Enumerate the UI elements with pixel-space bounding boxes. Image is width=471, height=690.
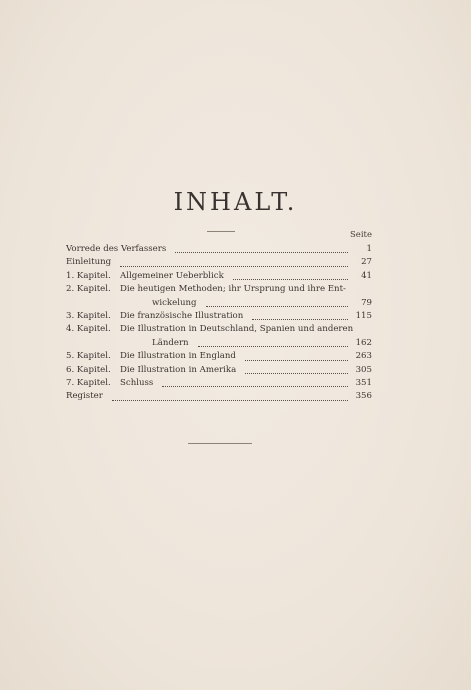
dot-leader — [162, 386, 348, 387]
page-number: 1 — [366, 244, 372, 254]
entry-title: Die Illustration in Deutschland, Spanien und anderen — [120, 324, 354, 335]
page-column-header: Seite — [349, 230, 372, 240]
toc-entry — [66, 310, 372, 323]
entry-title: Register — [66, 391, 103, 402]
page-number: 115 — [355, 310, 372, 321]
entry-title: Schluss — [120, 377, 154, 388]
page-title: INHALT. — [173, 188, 298, 216]
toc-entry — [66, 243, 372, 256]
entry-title: Die Illustration in England — [120, 351, 236, 362]
entry-title: Einleitung — [66, 257, 112, 268]
page-number: 305 — [355, 364, 372, 375]
entry-title: Die heutigen Methoden; ihr Ursprung und ihre Ent- — [120, 284, 346, 295]
toc-entry — [66, 364, 372, 377]
toc-entry — [66, 283, 372, 296]
dot-leader — [198, 346, 348, 347]
page-number: 263 — [355, 351, 372, 362]
entry-title: Vorrede des Verfassers — [66, 244, 167, 254]
toc-entry — [66, 377, 372, 390]
chapter-number: 7. Kapitel. — [66, 377, 111, 388]
toc-entry — [66, 350, 372, 363]
page-number: 41 — [361, 270, 372, 281]
dot-leader — [233, 279, 348, 280]
page-number: 162 — [355, 337, 372, 348]
toc-entry — [66, 390, 372, 403]
toc-entry — [66, 337, 372, 350]
page-number: 27 — [361, 257, 372, 268]
entry-title: Die Illustration in Amerika — [120, 364, 237, 375]
chapter-number: 5. Kapitel. — [66, 351, 111, 362]
page-number: 351 — [355, 377, 372, 388]
table-of-contents — [66, 243, 372, 404]
dot-leader — [206, 306, 348, 307]
dot-leader — [175, 252, 348, 253]
page-number: 356 — [355, 391, 372, 402]
toc-entry — [66, 297, 372, 310]
entry-title: Allgemeiner Ueberblick — [120, 270, 224, 281]
dot-leader — [245, 360, 348, 361]
title-rule — [207, 231, 235, 232]
dot-leader — [245, 373, 348, 374]
chapter-number: 1. Kapitel. — [66, 270, 111, 281]
dot-leader — [112, 400, 348, 401]
entry-title: Die französische Illustration — [120, 310, 244, 321]
closing-rule — [188, 443, 252, 444]
chapter-number: 6. Kapitel. — [66, 364, 111, 375]
chapter-number: 3. Kapitel. — [66, 310, 111, 321]
entry-title: Ländern — [152, 337, 189, 348]
toc-entry — [66, 270, 372, 283]
dot-leader — [120, 266, 348, 267]
chapter-number: 4. Kapitel. — [66, 324, 111, 335]
toc-entry — [66, 256, 372, 269]
page-number: 79 — [361, 297, 372, 308]
entry-title: wickelung — [152, 297, 197, 308]
dot-leader — [252, 319, 348, 320]
toc-entry — [66, 323, 372, 336]
chapter-number: 2. Kapitel. — [66, 284, 111, 295]
